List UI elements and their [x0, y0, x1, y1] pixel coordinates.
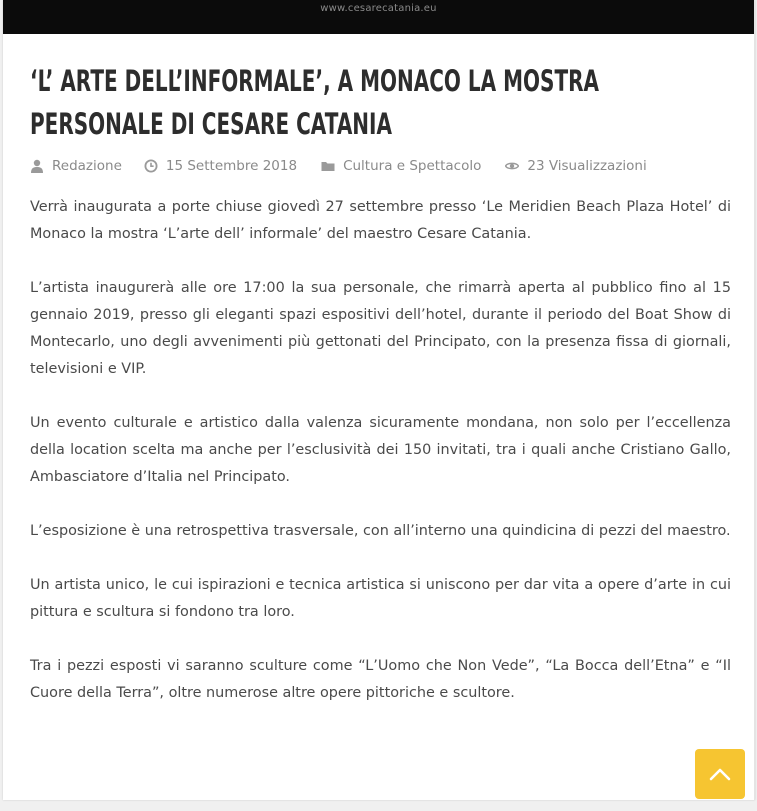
paragraph: Un artista unico, le cui ispirazioni e tecnica artistica si uniscono per dar vita a opere d’arte in cui pittura e scultura si fondono tra loro. — [30, 577, 731, 620]
featured-image — [3, 0, 754, 34]
paragraph: L’esposizione è una retrospettiva trasversale, con all’interno una quindicina di pezzi del maestro. — [30, 523, 731, 539]
paragraph: Tra i pezzi esposti vi saranno sculture come “L’Uomo che Non Vede”, “La Bocca dell’Etna” e “Il Cuore della Terra”, oltre numerose altre opere pittoriche e scultore. — [30, 658, 731, 701]
eye-icon — [505, 159, 519, 173]
chevron-up-icon — [709, 767, 731, 781]
paragraph: Verrà inaugurata a porte chiuse giovedì 27 settembre presso ‘Le Meridien Beach Plaza Hotel’ di Monaco la mostra ‘L’arte dell’ informale’ del maestro Cesare Catania. — [30, 199, 731, 242]
paragraph: L’artista inaugurerà alle ore 17:00 la sua personale, che rimarrà aperta al pubblico fino al 15 gennaio 2019, presso gli eleganti spazi espositivi dell’hotel, durante il periodo del Boat Show di Montecarlo, uno degli avvenimenti più gettonati del Principato, con la presenza fissa di giornali, televisioni e VIP. — [30, 280, 731, 377]
meta-views — [505, 158, 646, 174]
folder-icon — [321, 159, 335, 173]
article-meta — [30, 156, 647, 176]
user-icon — [30, 159, 44, 173]
publish-date: 15 Settembre 2018 — [165, 158, 298, 174]
article-card — [3, 0, 755, 800]
category-link[interactable]: Cultura e Spettacolo — [343, 158, 482, 174]
author-name[interactable]: Redazione — [52, 158, 122, 174]
image-watermark-url: www.cesarecatania.eu — [320, 3, 437, 14]
meta-category[interactable] — [321, 158, 481, 174]
meta-author[interactable] — [30, 158, 122, 174]
view-count: 23 Visualizzazioni — [527, 158, 647, 174]
back-to-top-button[interactable] — [695, 749, 745, 799]
article-title: ‘L’ ARTE DELL’INFORMALE’, A MONACO LA MOSTRA PERSONALE DI CESARE CATANIA — [30, 64, 600, 141]
clock-icon — [144, 159, 158, 173]
meta-date — [144, 158, 297, 174]
article-body — [30, 194, 731, 707]
paragraph: Un evento culturale e artistico dalla valenza sicuramente mondana, non solo per l’eccellenza della location scelta ma anche per l’esclusività dei 150 invitati, tra i quali anche Cristiano Gallo, Ambasciatore d’Italia nel Principato. — [30, 415, 731, 485]
